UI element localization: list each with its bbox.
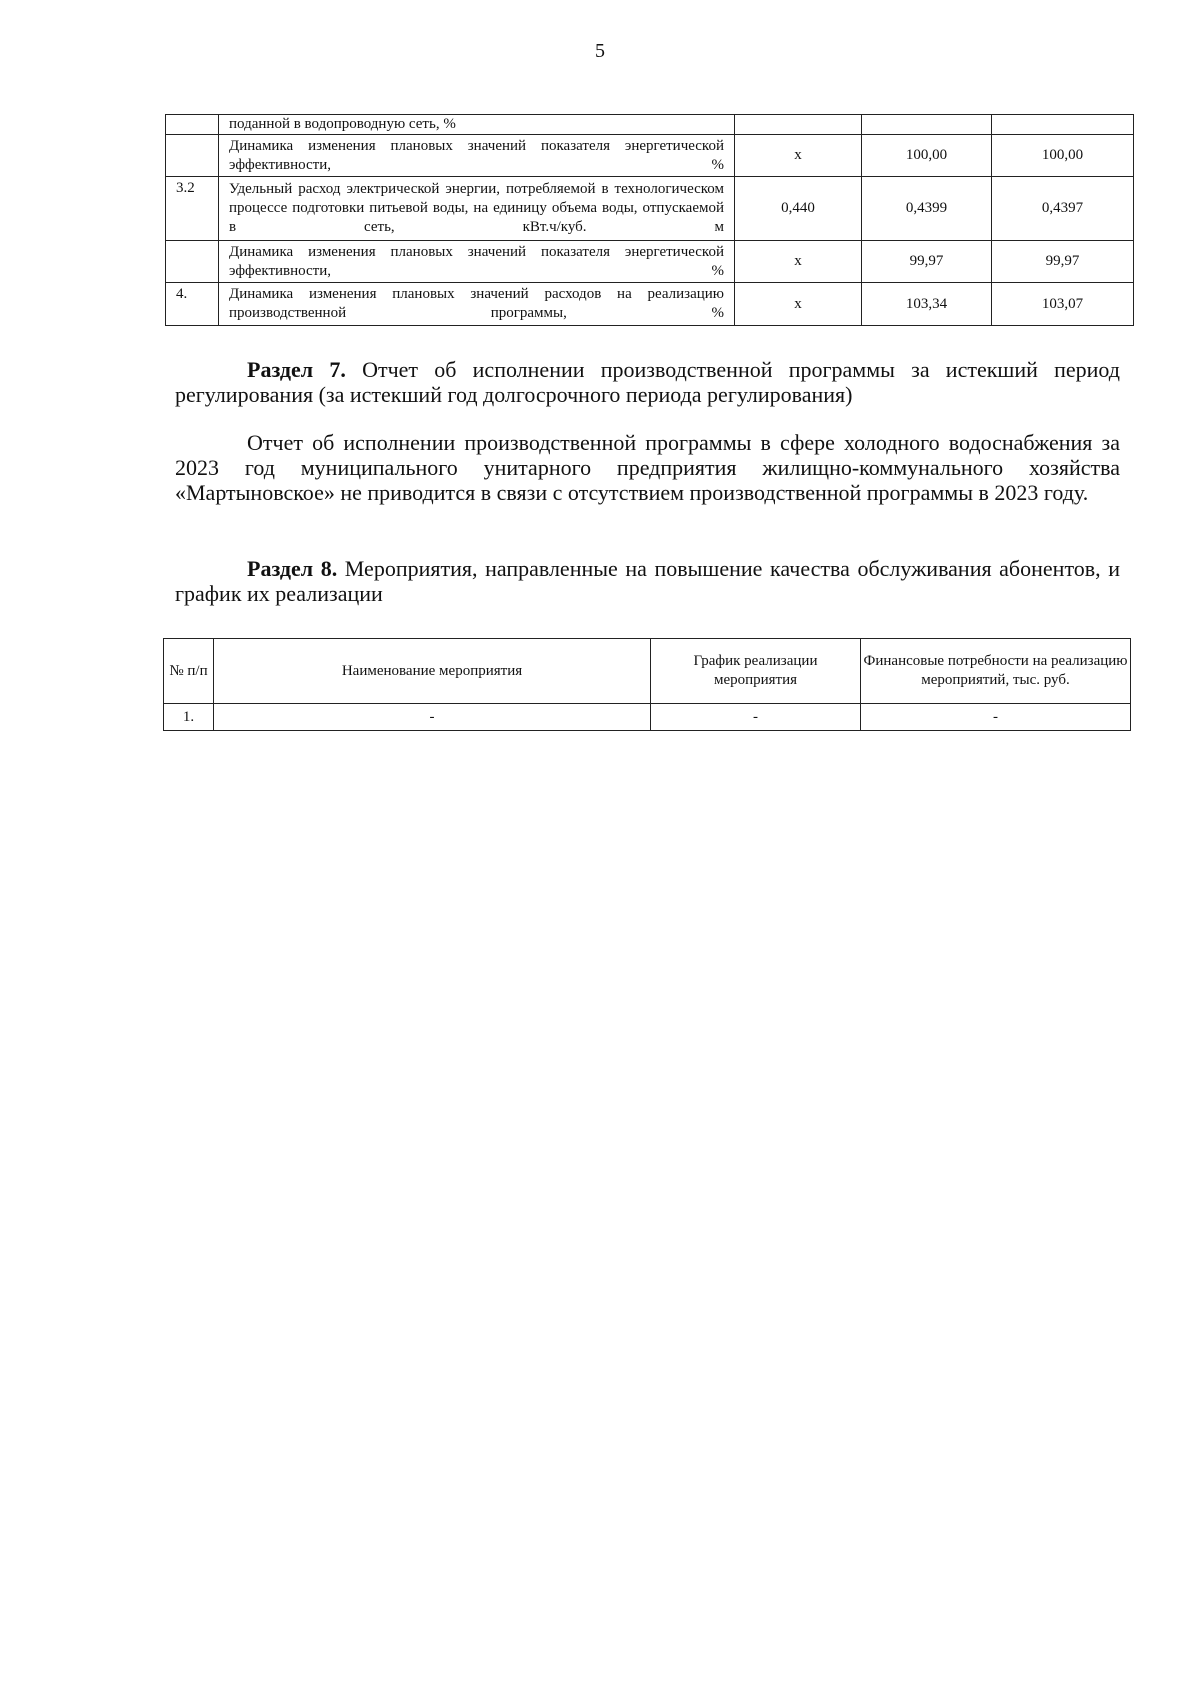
row-number-cell: 3.2 — [166, 177, 219, 241]
header-schedule: График реализации мероприятия — [651, 639, 861, 704]
section8-title: Мероприятия, направленные на повышение качества обслуживания абонентов, и график их реализации — [175, 556, 1121, 606]
row-number-cell — [166, 135, 219, 177]
page-number: 5 — [595, 40, 605, 62]
value-cell — [992, 115, 1134, 135]
section7-title: Отчет об исполнении производственной программы за истекший период регулирования (за истекший год долгосрочного периода регулирования) — [175, 357, 1120, 407]
row-number-cell — [166, 115, 219, 135]
section7-body: Отчет об исполнении производственной программы в сфере холодного водоснабжения за 2023 год муниципального унитарного предприятия жилищно-коммунального хозяйства «Мартыновское» не приводится в связи с отсутствием производственной программы в 2023 году. — [175, 430, 1120, 505]
row-number-cell — [166, 241, 219, 283]
measure-name-cell: - — [214, 704, 651, 731]
value-cell: 103,34 — [862, 283, 992, 326]
value-cell: 103,07 — [992, 283, 1134, 326]
indicator-name-cell: Динамика изменения плановых значений показателя энергетической эффективности, % — [219, 135, 735, 177]
value-cell: 99,97 — [992, 241, 1134, 283]
row-number-cell: 4. — [166, 283, 219, 326]
value-cell: 0,440 — [735, 177, 862, 241]
table-row — [166, 135, 1134, 177]
indicator-name-cell: Удельный расход электрической энергии, потребляемой в технологическом процессе подготовки питьевой воды, на единицу объема воды, отпускаемой в сеть, кВт.ч/куб. м — [219, 177, 735, 241]
header-num: № п/п — [164, 639, 214, 704]
schedule-cell: - — [651, 704, 861, 731]
section8-label: Раздел 8. — [247, 556, 338, 581]
row-number-cell: 1. — [164, 704, 214, 731]
value-cell: x — [735, 283, 862, 326]
section7-label: Раздел 7. — [247, 357, 346, 382]
finance-cell: - — [861, 704, 1131, 731]
value-cell: x — [735, 135, 862, 177]
indicator-name-cell: Динамика изменения плановых значений расходов на реализацию производственной программы, % — [219, 283, 735, 326]
table-row — [164, 704, 1131, 731]
value-cell: 99,97 — [862, 241, 992, 283]
value-cell: 0,4397 — [992, 177, 1134, 241]
header-finance: Финансовые потребности на реализацию мероприятий, тыс. руб. — [861, 639, 1131, 704]
table-row — [166, 283, 1134, 326]
value-cell: 100,00 — [862, 135, 992, 177]
header-name: Наименование мероприятия — [214, 639, 651, 704]
table-row — [166, 241, 1134, 283]
value-cell: 0,4399 — [862, 177, 992, 241]
indicator-name-cell: поданной в водопроводную сеть, % — [219, 115, 735, 135]
measures-table — [163, 638, 1131, 731]
table-header-row — [164, 639, 1131, 704]
value-cell: 100,00 — [992, 135, 1134, 177]
value-cell — [735, 115, 862, 135]
table-row — [166, 115, 1134, 135]
energy-indicators-table — [165, 114, 1134, 326]
section7-heading — [175, 357, 1120, 407]
value-cell: x — [735, 241, 862, 283]
indicator-name-cell: Динамика изменения плановых значений показателя энергетической эффективности, % — [219, 241, 735, 283]
table-row — [166, 177, 1134, 241]
value-cell — [862, 115, 992, 135]
section8-heading — [175, 556, 1120, 606]
